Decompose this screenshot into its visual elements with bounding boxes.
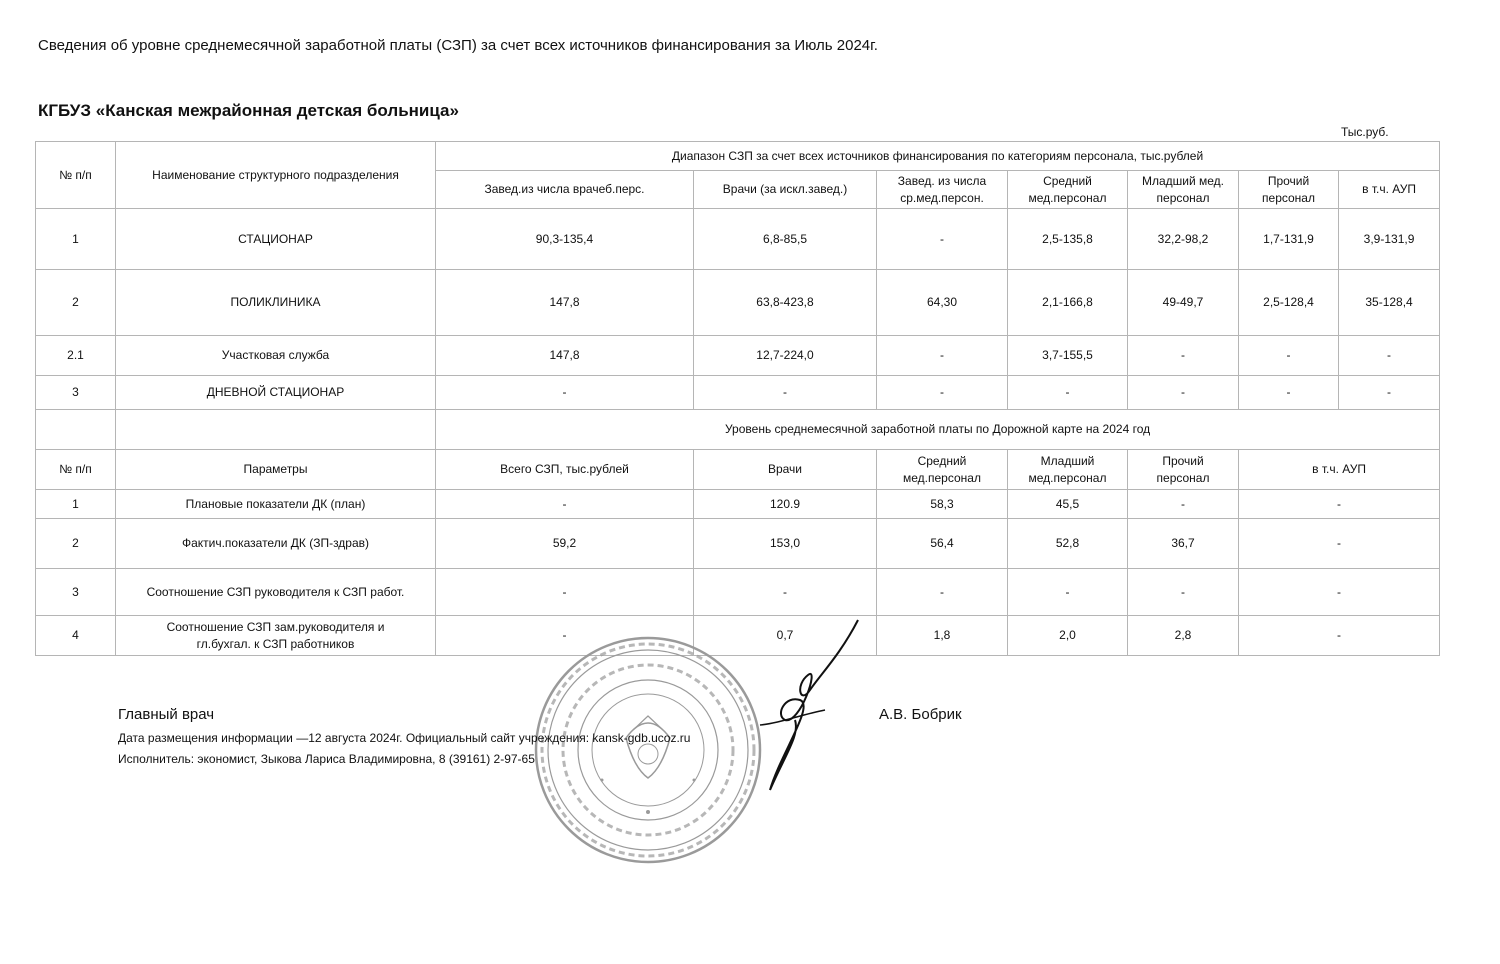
cell-value: 12,7-224,0 — [694, 336, 877, 376]
cell-value: - — [1339, 376, 1440, 410]
cell-value: 120.9 — [694, 490, 877, 519]
cell-value: 90,3-135,4 — [436, 209, 694, 270]
cell-value: 35-128,4 — [1339, 270, 1440, 336]
cell-value: - — [694, 569, 877, 616]
signer-name: А.В. Бобрик — [879, 706, 962, 723]
cell-value: - — [1239, 336, 1339, 376]
row-name: Участковая служба — [116, 336, 436, 376]
table-row — [36, 336, 1440, 376]
header-num: № п/п — [36, 142, 116, 209]
header-other-staff: Прочий персонал — [1239, 171, 1339, 209]
header-admin-staff: в т.ч. АУП — [1239, 450, 1440, 490]
header-mid-staff: Средний мед.персонал — [1008, 171, 1128, 209]
cell-value: 56,4 — [877, 519, 1008, 569]
row-num: 2 — [36, 519, 116, 569]
table2-group-row — [36, 410, 1440, 450]
chief-doctor-label: Главный врач — [118, 706, 215, 723]
cell-value: - — [877, 209, 1008, 270]
row-num: 1 — [36, 209, 116, 270]
header-junior-staff: Младший мед. персонал — [1128, 171, 1239, 209]
cell-value: 63,8-423,8 — [694, 270, 877, 336]
cell-value: - — [1239, 569, 1440, 616]
cell-value: 59,2 — [436, 519, 694, 569]
cell-value: - — [1239, 490, 1440, 519]
cell-value: - — [877, 336, 1008, 376]
cell-value: - — [436, 569, 694, 616]
row-param: Соотношение СЗП зам.руководителя и гл.бухгал. к СЗП работников — [116, 616, 436, 656]
cell-value: - — [1239, 519, 1440, 569]
header-total-salary: Всего СЗП, тыс.рублей — [436, 450, 694, 490]
cell-value: 2,5-135,8 — [1008, 209, 1128, 270]
cell-value: - — [1128, 376, 1239, 410]
cell-value: - — [1008, 376, 1128, 410]
table2-header-row — [36, 450, 1440, 490]
cell-value: 6,8-85,5 — [694, 209, 877, 270]
publication-info: Дата размещения информации —12 августа 2024г. Официальный сайт учреждения: kansk-gdb.ucoz.ru — [118, 731, 691, 745]
header-subdivision: Наименование структурного подразделения — [116, 142, 436, 209]
cell-value: 58,3 — [877, 490, 1008, 519]
cell-value: 3,9-131,9 — [1339, 209, 1440, 270]
table-row — [36, 490, 1440, 519]
cell-value: 2,1-166,8 — [1008, 270, 1128, 336]
row-name: ДНЕВНОЙ СТАЦИОНАР — [116, 376, 436, 410]
cell-value: 64,30 — [877, 270, 1008, 336]
row-num: 2.1 — [36, 336, 116, 376]
header-other-staff: Прочий персонал — [1128, 450, 1239, 490]
header-range-group: Диапазон СЗП за счет всех источников финансирования по категориям персонала, тыс.рублей — [436, 142, 1440, 171]
header-parameters: Параметры — [116, 450, 436, 490]
header-doctors: Врачи — [694, 450, 877, 490]
cell-value: 2,8 — [1128, 616, 1239, 656]
cell-value: 49-49,7 — [1128, 270, 1239, 336]
document-title: Сведения об уровне среднемесячной заработной платы (СЗП) за счет всех источников финансирования за Июль 2024г. — [38, 37, 878, 54]
row-num: 1 — [36, 490, 116, 519]
executor-info: Исполнитель: экономист, Зыкова Лариса Владимировна, 8 (39161) 2-97-65 — [118, 752, 535, 766]
cell-value: 153,0 — [694, 519, 877, 569]
cell-value: - — [1239, 376, 1339, 410]
cell-value: - — [1339, 336, 1440, 376]
cell-value: - — [1128, 569, 1239, 616]
header-mid-staff: Средний мед.персонал — [877, 450, 1008, 490]
row-param: Фактич.показатели ДК (ЗП-здрав) — [116, 519, 436, 569]
row-param: Плановые показатели ДК (план) — [116, 490, 436, 519]
cell-value: - — [877, 569, 1008, 616]
official-seal-icon — [528, 630, 768, 870]
header-roadmap-group: Уровень среднемесячной заработной платы по Дорожной карте на 2024 год — [436, 410, 1440, 450]
row-num: 3 — [36, 569, 116, 616]
table-row — [36, 270, 1440, 336]
cell-value: 147,8 — [436, 270, 694, 336]
organization-name: КГБУЗ «Канская межрайонная детская больница» — [38, 101, 459, 120]
row-num: 2 — [36, 270, 116, 336]
header-doctors: Врачи (за искл.завед.) — [694, 171, 877, 209]
cell-value: 2,5-128,4 — [1239, 270, 1339, 336]
header-num: № п/п — [36, 450, 116, 490]
unit-label: Тыс.руб. — [1341, 125, 1389, 139]
cell-value: - — [436, 490, 694, 519]
row-num: 4 — [36, 616, 116, 656]
table-row — [36, 519, 1440, 569]
cell-value: 1,7-131,9 — [1239, 209, 1339, 270]
cell-value: - — [1008, 569, 1128, 616]
cell-value: 3,7-155,5 — [1008, 336, 1128, 376]
cell-value: 45,5 — [1008, 490, 1128, 519]
table-row — [36, 209, 1440, 270]
cell-value: 147,8 — [436, 336, 694, 376]
row-name: СТАЦИОНАР — [116, 209, 436, 270]
row-num: 3 — [36, 376, 116, 410]
cell-value: - — [1128, 490, 1239, 519]
header-admin-staff: в т.ч. АУП — [1339, 171, 1440, 209]
cell-value: - — [436, 616, 694, 656]
header-heads-doctors: Завед.из числа врачеб.перс. — [436, 171, 694, 209]
cell-value: 32,2-98,2 — [1128, 209, 1239, 270]
header-junior-staff: Младший мед.персонал — [1008, 450, 1128, 490]
salary-table — [35, 141, 1440, 656]
cell-value: - — [877, 376, 1008, 410]
cell-value: - — [436, 376, 694, 410]
cell-value: 52,8 — [1008, 519, 1128, 569]
cell-value: 36,7 — [1128, 519, 1239, 569]
cell-value: 2,0 — [1008, 616, 1128, 656]
empty-cell — [36, 410, 116, 450]
empty-cell — [116, 410, 436, 450]
signature-icon — [740, 615, 870, 815]
row-param: Соотношение СЗП руководителя к СЗП работ. — [116, 569, 436, 616]
cell-value: 0,7 — [694, 616, 877, 656]
header-heads-nurses: Завед. из числа ср.мед.персон. — [877, 171, 1008, 209]
row-name: ПОЛИКЛИНИКА — [116, 270, 436, 336]
cell-value: 1,8 — [877, 616, 1008, 656]
cell-value: - — [694, 376, 877, 410]
cell-value: - — [1128, 336, 1239, 376]
table-row — [36, 569, 1440, 616]
table-row — [36, 376, 1440, 410]
table1-header-row — [36, 142, 1440, 171]
cell-value: - — [1239, 616, 1440, 656]
